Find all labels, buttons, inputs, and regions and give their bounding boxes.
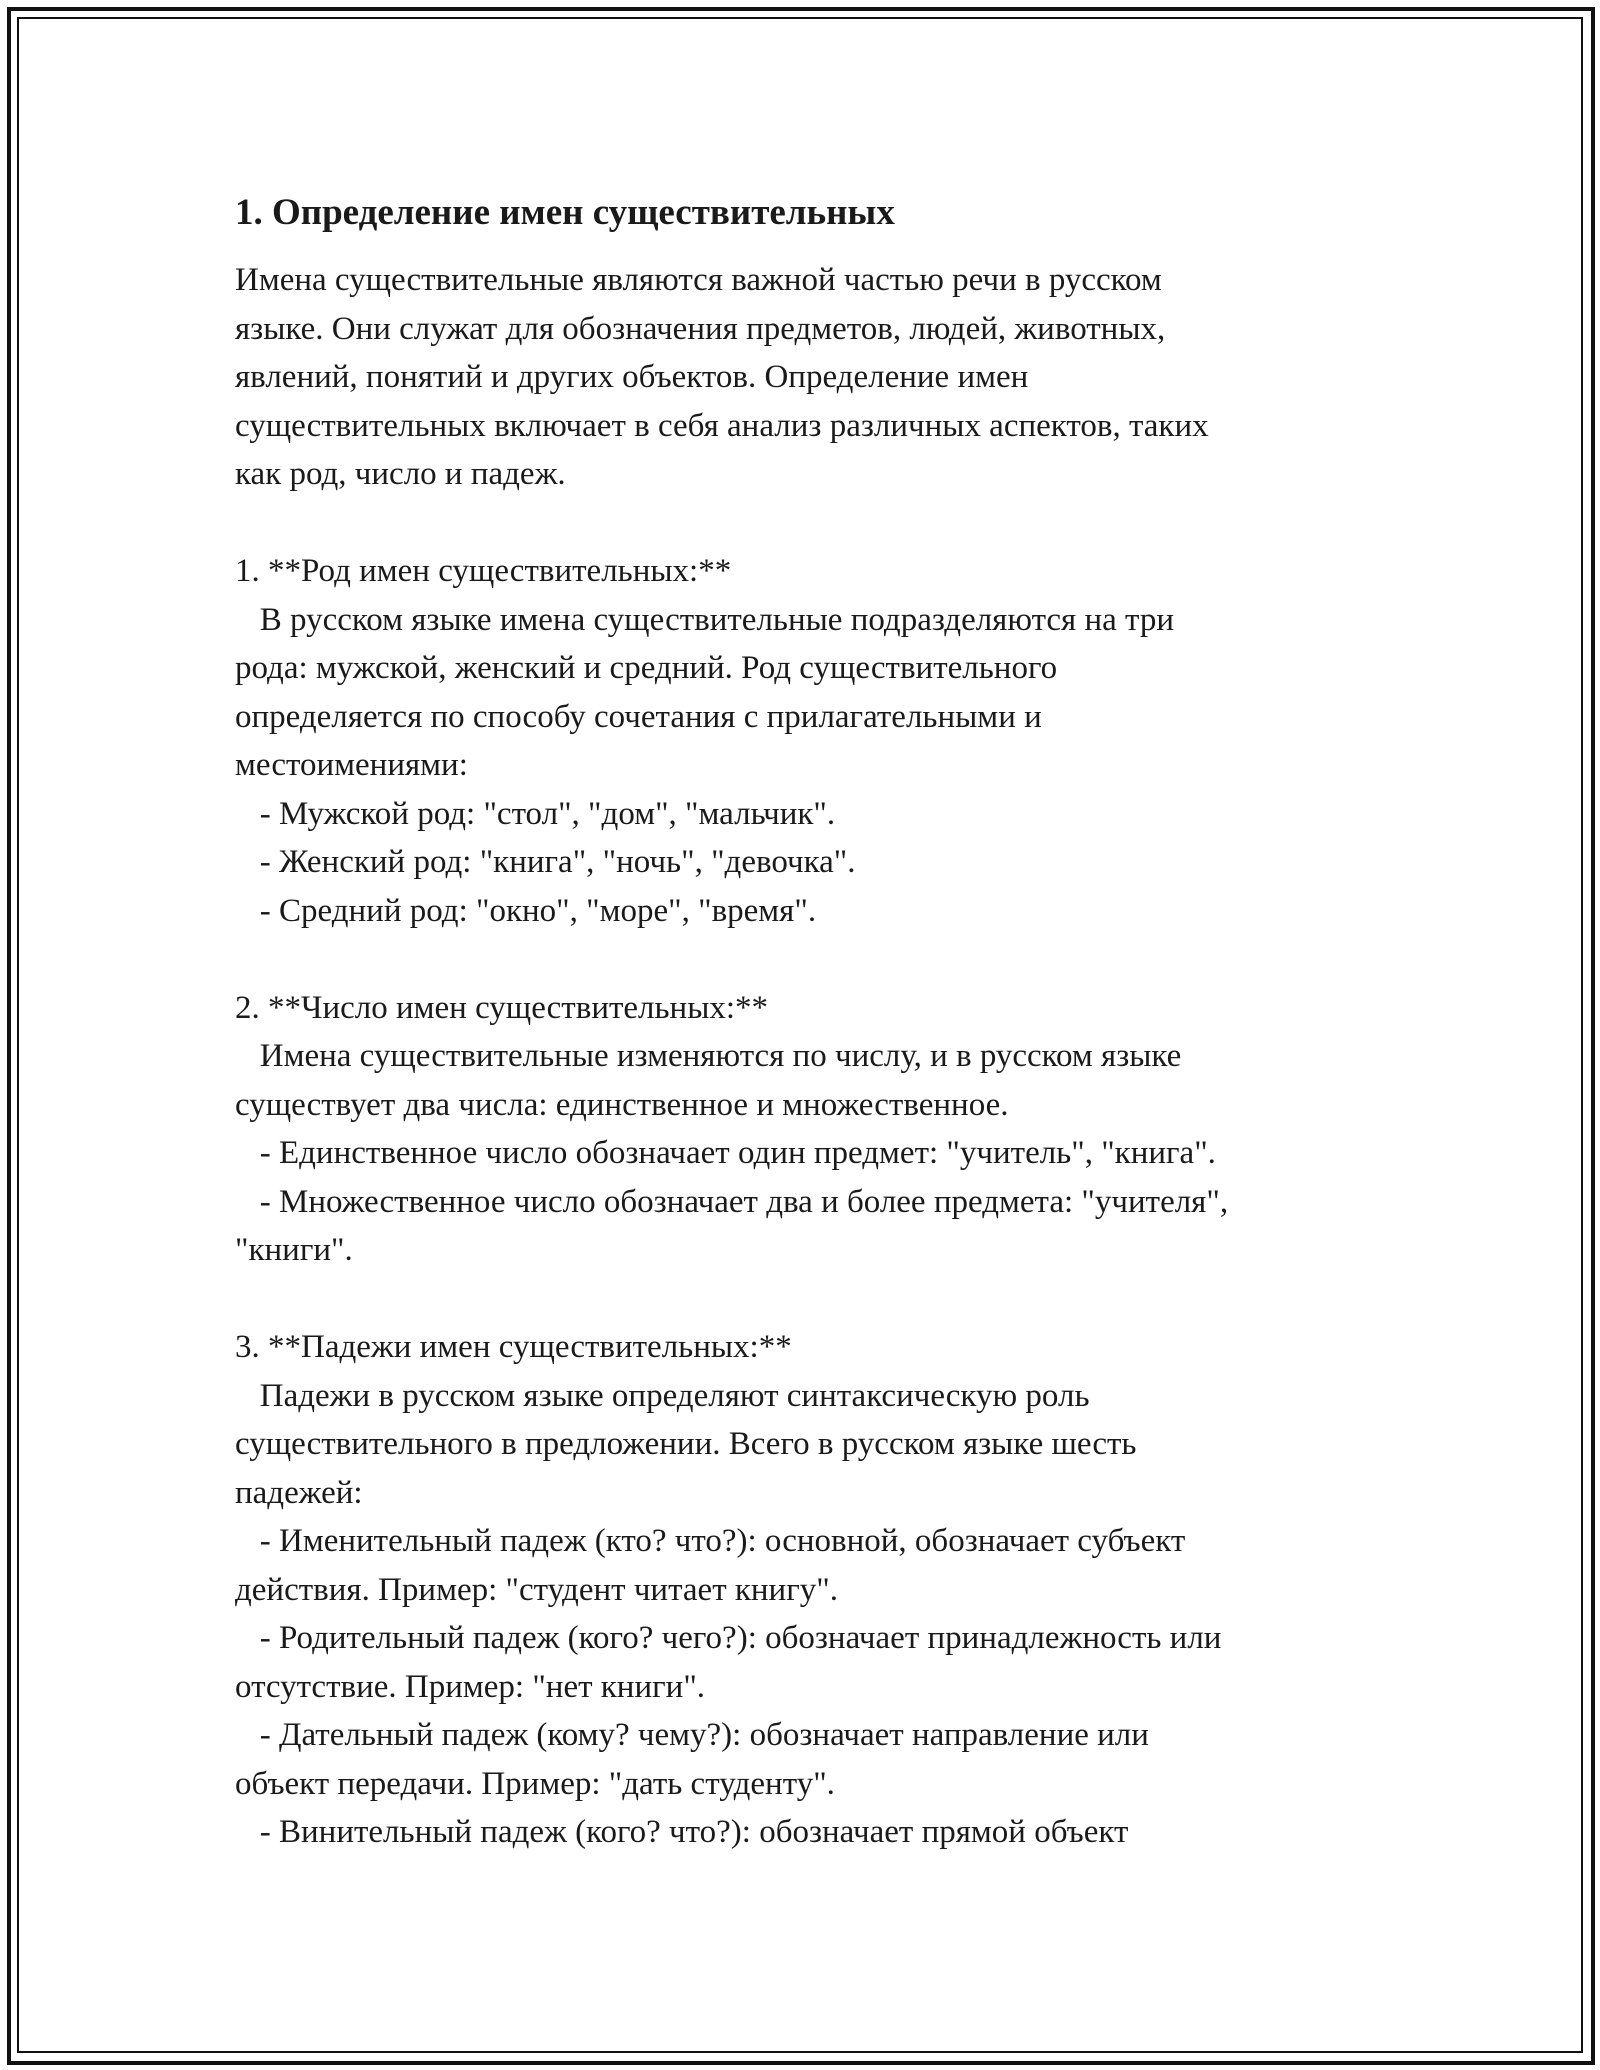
list-item: - Именительный падеж (кто? что?): основной, обозначает субъект действия. Пример: "студент читает книгу". [235,1523,1186,1608]
document-body [235,186,1365,1857]
spacer [235,1275,1365,1324]
list-item: - Единственное число обозначает один предмет: "учитель", "книга". [235,1135,1216,1171]
document-title: 1. Определение имен существительных [235,192,895,233]
section-case-heading: 3. **Падежи имен существительных:** [235,1329,792,1365]
spacer [235,935,1365,984]
list-item: - Мужской род: "стол", "дом", "мальчик". [235,795,836,832]
list-item: - Женский род: "книга", "ночь", "девочка". [235,844,856,880]
list-item: - Родительный падеж (кого? чего?): обозначает принадлежность или отсутствие. Пример: "нет книги". [235,1620,1222,1705]
list-item: - Дательный падеж (кому? чему?): обозначает направление или объект передачи. Пример: "дать студенту". [235,1717,1149,1802]
intro-paragraph: Имена существительные являются важной частью речи в русском языке. Они служат для обозначения предметов, людей, животных, явлений, понятий и других объектов. Определение имен существительных включает в себя анализ различных аспектов, таких как род, число и падеж. [235,262,1209,492]
list-item: - Винительный падеж (кого? что?): обозначает прямой объект [235,1814,1129,1850]
list-item: - Средний род: "окно", "море", "время". [235,892,817,929]
section-number-body: Имена существительные изменяются по числу, и в русском языке существует два числа: единственное и множественное. [235,1038,1182,1123]
spacer [235,499,1365,548]
section-case-body: Падежи в русском языке определяют синтаксическую роль существительного в предложении. Всего в русском языке шесть падежей: [235,1377,1137,1511]
section-number-heading: 2. **Число имен существительных:** [235,989,769,1026]
section-gender-body: В русском языке имена существительные подразделяются на три рода: мужской, женский и средний. Род существительного определяется по способу сочетания с прилагательными и местоимениями: [235,601,1175,783]
section-gender-heading: 1. **Род имен существительных:** [235,553,732,589]
list-item: - Множественное число обозначает два и более предмета: "учителя", "книги". [235,1183,1229,1268]
